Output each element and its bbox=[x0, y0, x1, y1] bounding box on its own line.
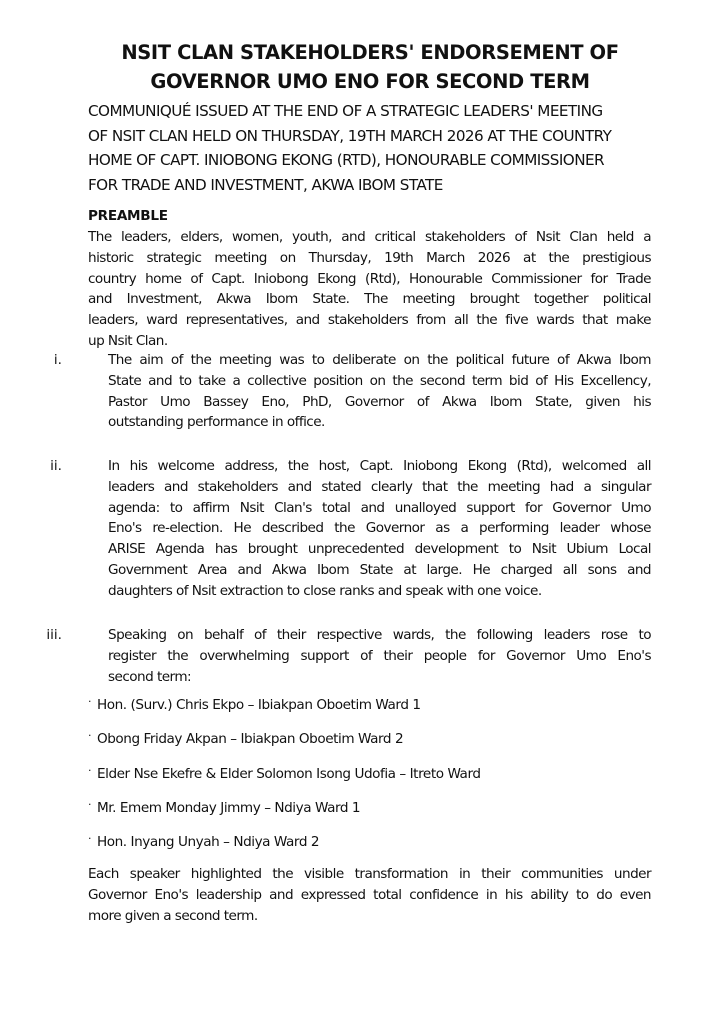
preamble-heading: PREAMBLE bbox=[88, 208, 168, 224]
subtitle-line: FOR TRADE AND INVESTMENT, AKWA IBOM STATE bbox=[88, 175, 443, 194]
document-title bbox=[60, 38, 680, 96]
preamble-line: The leaders, elders, women, youth, and critical stakeholders of Nsit Clan held a bbox=[88, 229, 651, 245]
title-line-2: GOVERNOR UMO ENO FOR SECOND TERM bbox=[150, 70, 590, 93]
ward-leader-text: Hon. Inyang Unyah – Ndiya Ward 2 bbox=[97, 834, 320, 851]
list-item bbox=[88, 831, 648, 865]
closing-line: Governor Eno's leadership and expressed total confidence in his ability to do even bbox=[88, 886, 651, 903]
item-number: ii. bbox=[50, 458, 62, 474]
list-item bbox=[88, 728, 648, 762]
preamble-line: country home of Capt. Iniobong Ekong (Rtd), Honourable Commissioner for Trade bbox=[88, 270, 651, 287]
bullet-icon: · bbox=[88, 695, 92, 708]
item-line: second term: bbox=[108, 668, 192, 685]
item-line: State and to take a collective position on the second term bid of His Excellency, bbox=[108, 372, 651, 389]
item-line: Pastor Umo Bassey Eno, PhD, Governor of Akwa Ibom State, given his bbox=[108, 393, 651, 410]
item-line: Speaking on behalf of their respective wards, the following leaders rose to bbox=[108, 627, 651, 643]
subtitle-line: OF NSIT CLAN HELD ON THURSDAY, 19TH MARCH 2026 AT THE COUNTRY bbox=[88, 126, 612, 145]
ward-leader-text: Obong Friday Akpan – Ibiakpan Oboetim Ward 2 bbox=[97, 731, 404, 748]
item-line: Eno's re-election. He described the Governor as a performing leader whose bbox=[108, 520, 651, 537]
ward-leader-text: Hon. (Surv.) Chris Ekpo – Ibiakpan Oboetim Ward 1 bbox=[97, 697, 421, 713]
ward-leaders-list bbox=[88, 694, 648, 865]
item-line: ARISE Agenda has brought unprecedented development to Nsit Ubium Local bbox=[108, 541, 651, 558]
bullet-icon: · bbox=[88, 729, 92, 743]
item-line: register the overwhelming support of their people for Governor Umo Eno's bbox=[108, 647, 651, 664]
list-item bbox=[88, 797, 648, 831]
preamble-line: up Nsit Clan. bbox=[88, 332, 168, 349]
ward-leader-text: Mr. Emem Monday Jimmy – Ndiya Ward 1 bbox=[97, 799, 361, 816]
ward-leader-text: Elder Nse Ekefre & Elder Solomon Isong Udofia – Itreto Ward bbox=[97, 765, 481, 782]
preamble-line: and Investment, Akwa Ibom State. The meeting brought together political bbox=[88, 291, 651, 308]
item-text bbox=[108, 625, 651, 687]
bullet-icon: · bbox=[88, 797, 92, 811]
item-number: iii. bbox=[46, 627, 62, 643]
list-item bbox=[88, 763, 648, 797]
item-line: outstanding performance in office. bbox=[108, 414, 325, 431]
item-line: agenda: to affirm Nsit Clan's total and unalloyed support for Governor Umo bbox=[108, 499, 651, 516]
bullet-icon: · bbox=[88, 763, 92, 777]
title-line-1: NSIT CLAN STAKEHOLDERS' ENDORSEMENT OF bbox=[121, 41, 619, 64]
subtitle-line: HOME OF CAPT. INIOBONG EKONG (RTD), HONOURABLE COMMISSIONER bbox=[88, 151, 605, 169]
subtitle-line: COMMUNIQUÉ ISSUED AT THE END OF A STRATEGIC LEADERS' MEETING bbox=[88, 102, 603, 120]
preamble-paragraph bbox=[88, 227, 651, 352]
preamble-line: historic strategic meeting on Thursday, 19th March 2026 at the prestigious bbox=[88, 249, 651, 266]
item-line: daughters of Nsit extraction to close ranks and speak with one voice. bbox=[108, 582, 542, 599]
preamble-line: leaders, ward representatives, and stakeholders from all the five wards that make bbox=[88, 312, 651, 329]
item-number: i. bbox=[53, 352, 62, 368]
item-line: In his welcome address, the host, Capt. Iniobong Ekong (Rtd), welcomed all bbox=[108, 458, 651, 474]
communique-subtitle bbox=[88, 99, 658, 197]
closing-line: more given a second term. bbox=[88, 907, 258, 924]
bullet-icon: · bbox=[88, 832, 92, 846]
item-text bbox=[108, 456, 651, 602]
closing-line: Each speaker highlighted the visible transformation in their communities under bbox=[88, 866, 651, 882]
list-item bbox=[88, 694, 648, 728]
item-line: leaders and stakeholders and stated clearly that the meeting had a singular bbox=[108, 478, 651, 495]
item-line: The aim of the meeting was to deliberate on the political future of Akwa Ibom bbox=[108, 352, 651, 368]
closing-paragraph bbox=[88, 864, 651, 926]
item-text bbox=[108, 350, 651, 433]
item-line: Government Area and Akwa Ibom State at large. He charged all sons and bbox=[108, 561, 651, 578]
